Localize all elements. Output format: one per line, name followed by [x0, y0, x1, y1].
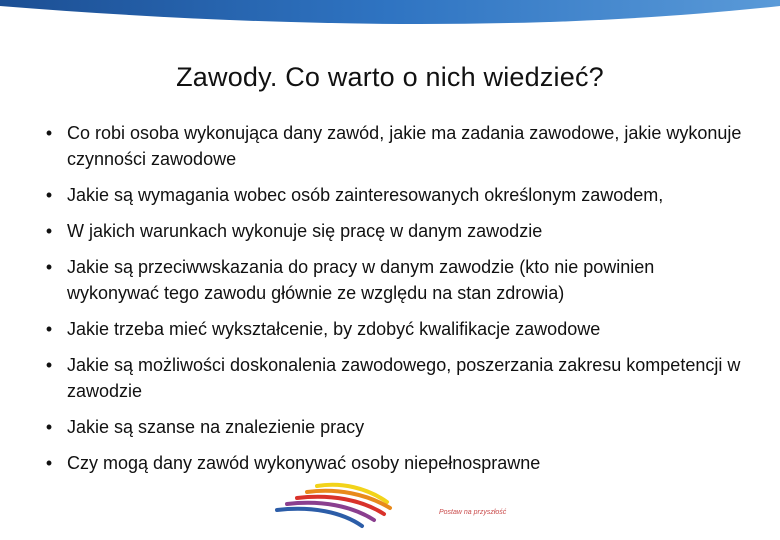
- slide-title: Zawody. Co warto o nich wiedzieć?: [176, 62, 604, 92]
- bullet-text: Jakie są szanse na znalezienie pracy: [67, 417, 365, 437]
- bullet-icon: •: [45, 355, 53, 375]
- top-banner: [0, 0, 780, 36]
- bullet-icon: •: [45, 453, 53, 473]
- bullet-text: Jakie trzeba mieć wykształcenie, by zdobyć kwalifikacje zawodowe: [67, 319, 601, 339]
- bullet-icon: •: [45, 417, 53, 437]
- list-item: [42, 218, 742, 244]
- list-item: [42, 120, 742, 172]
- bullet-icon: •: [45, 257, 53, 277]
- bullet-text: Jakie są wymagania wobec osób zainteresowanych określonym zawodem,: [67, 185, 664, 205]
- logo-stripe-blue: [277, 509, 362, 526]
- bullet-text: Czy mogą dany zawód wykonywać osoby niepełnosprawne: [67, 453, 541, 473]
- bullet-text: Jakie są przeciwwskazania do pracy w danym zawodzie (kto nie powinien wykonywać tego zawodu głównie ze względu na stan zdrowia): [67, 257, 655, 303]
- list-item: [42, 352, 742, 404]
- bullet-text: Jakie są możliwości doskonalenia zawodowego, poszerzania zakresu kompetencji w zawodzie: [67, 355, 741, 401]
- bullet-icon: •: [45, 319, 53, 339]
- bullet-icon: •: [45, 221, 53, 241]
- bullet-icon: •: [45, 185, 53, 205]
- bullet-list: [42, 120, 742, 486]
- bullet-text: W jakich warunkach wykonuje się pracę w danym zawodzie: [67, 221, 543, 241]
- bullet-text: Co robi osoba wykonująca dany zawód, jakie ma zadania zawodowe, jakie wykonuje czynności zawodowe: [67, 123, 742, 169]
- list-item: [42, 254, 742, 306]
- list-item: [42, 316, 742, 342]
- footer-logo: [262, 472, 402, 534]
- list-item: [42, 182, 742, 208]
- bullet-icon: •: [45, 123, 53, 143]
- footer-tagline: Postaw na przyszłość: [439, 509, 507, 516]
- list-item: [42, 414, 742, 440]
